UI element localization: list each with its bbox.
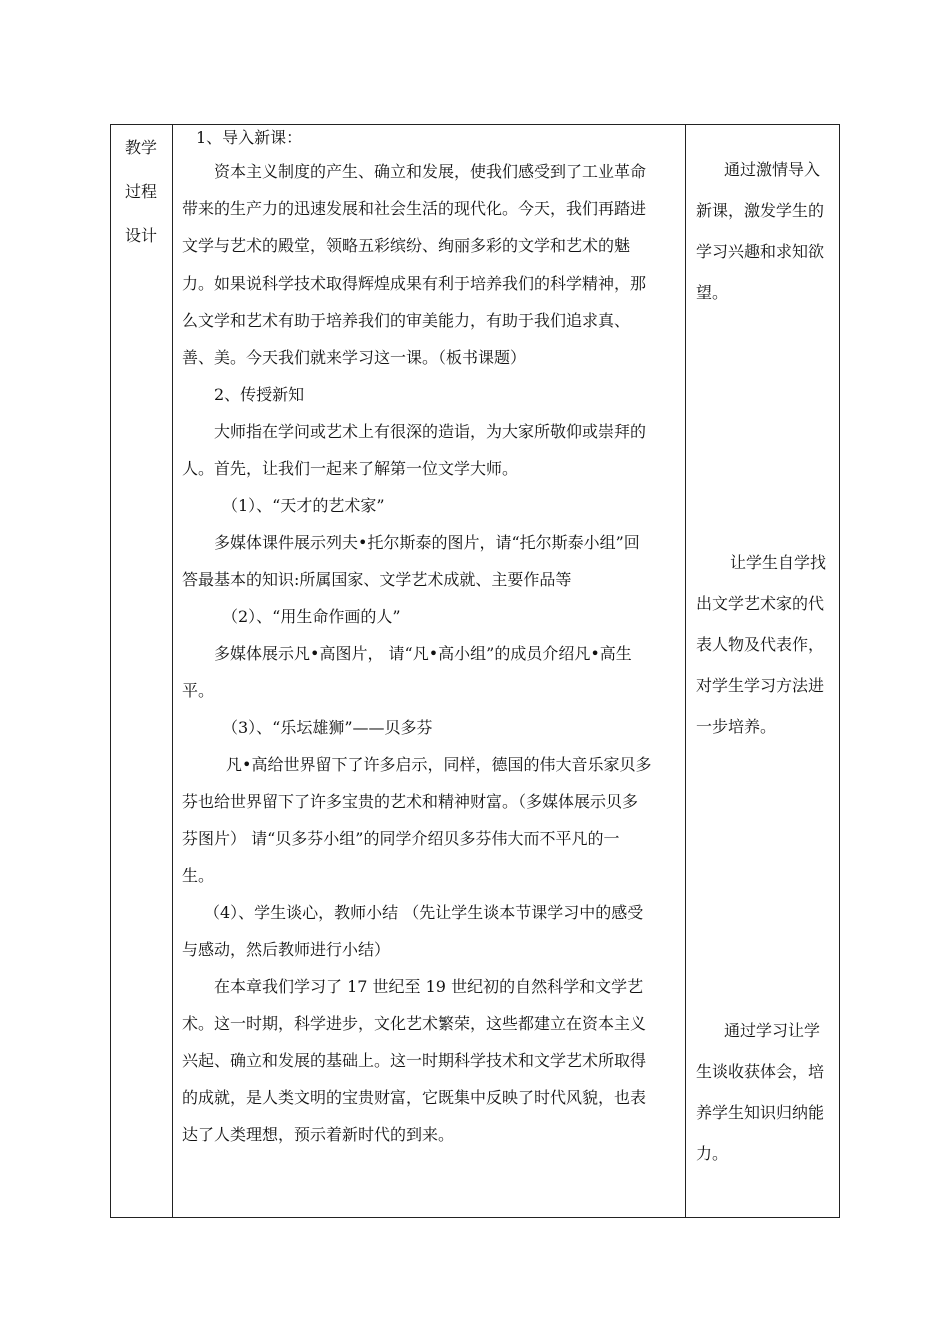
note-line: 让学生自学找 — [730, 553, 827, 572]
column-divider — [172, 125, 173, 1217]
section-label: 教学 过程 设计 — [124, 138, 157, 245]
text-line: 文学与艺术的殿堂，领略五彩缤纷、绚丽多彩的文学和艺术的魅 — [182, 236, 631, 255]
text-line: 凡•高给世界留下了许多启示，同样，德国的伟大音乐家贝多 — [226, 755, 652, 774]
section-heading: 1、导入新课： — [196, 128, 303, 147]
text-line: 多媒体展示凡•高图片， 请“凡•高小组”的成员介绍凡•高生 — [214, 644, 632, 663]
text-line: 在本章我们学习了 17 世纪至 19 世纪初的自然科学和文学艺 — [214, 977, 644, 996]
note-line: 生谈收获体会，培 — [696, 1062, 825, 1081]
note-line: 力。 — [696, 1144, 729, 1163]
note-line: 望。 — [696, 283, 729, 302]
text-line: 生。 — [182, 866, 215, 885]
column-divider — [685, 125, 686, 1217]
sub-heading: （4）、学生谈心，教师小结 （先让学生谈本节课学习中的感受 — [204, 903, 644, 922]
note-line: 新课，激发学生的 — [696, 201, 825, 220]
text-line: 平。 — [182, 681, 215, 700]
sub-heading: （1）、“天才的艺术家” — [222, 496, 385, 515]
note-line: 表人物及代表作， — [696, 635, 825, 654]
text-line: 兴起、确立和发展的基础上。这一时期科学技术和文学艺术所取得 — [182, 1051, 647, 1070]
text-line: 么文学和艺术有助于培养我们的审美能力，有助于我们追求真、 — [182, 311, 631, 330]
text-line: 带来的生产力的迅速发展和社会生活的现代化。今天，我们再踏进 — [182, 199, 647, 218]
text-line: 芬图片） 请“贝多芬小组”的同学介绍贝多芬伟大而不平凡的一 — [182, 829, 620, 848]
text-line: 与感动，然后教师进行小结） — [182, 940, 391, 959]
note-line: 出文学艺术家的代 — [696, 594, 825, 613]
text-line: 答最基本的知识:所属国家、文学艺术成就、主要作品等 — [182, 570, 572, 589]
text-line: 力。如果说科学技术取得辉煌成果有利于培养我们的科学精神，那 — [182, 274, 647, 293]
text-line: 大师指在学问或艺术上有很深的造诣，为大家所敬仰或崇拜的 — [214, 422, 647, 441]
text-line: 多媒体课件展示列夫•托尔斯泰的图片，请“托尔斯泰小组”回 — [214, 533, 640, 552]
note-line: 通过学习让学 — [724, 1021, 821, 1040]
note-line: 学习兴趣和求知欲 — [696, 242, 825, 261]
text-line: 达了人类理想，预示着新时代的到来。 — [182, 1125, 455, 1144]
note-line: 养学生知识归纳能 — [696, 1103, 825, 1122]
sub-heading: （2）、“用生命作画的人” — [222, 607, 401, 626]
note-line: 一步培养。 — [696, 717, 777, 736]
text-line: 术。这一时期，科学进步，文化艺术繁荣，这些都建立在资本主义 — [182, 1014, 647, 1033]
text-line: 的成就，是人类文明的宝贵财富，它既集中反映了时代风貌，也表 — [182, 1088, 647, 1107]
text-line: 资本主义制度的产生、确立和发展，使我们感受到了工业革命 — [214, 162, 647, 181]
section-heading: 2、传授新知 — [214, 385, 305, 404]
text-line: 人。首先，让我们一起来了解第一位文学大师。 — [182, 459, 519, 478]
sub-heading: （3）、“乐坛雄狮”——贝多芬 — [222, 718, 433, 737]
text-line: 芬也给世界留下了许多宝贵的艺术和精神财富。（多媒体展示贝多 — [182, 792, 639, 811]
note-line: 通过激情导入 — [724, 160, 821, 179]
text-line: 善、美。今天我们就来学习这一课。（板书课题） — [182, 348, 527, 367]
note-line: 对学生学习方法进 — [696, 676, 825, 695]
